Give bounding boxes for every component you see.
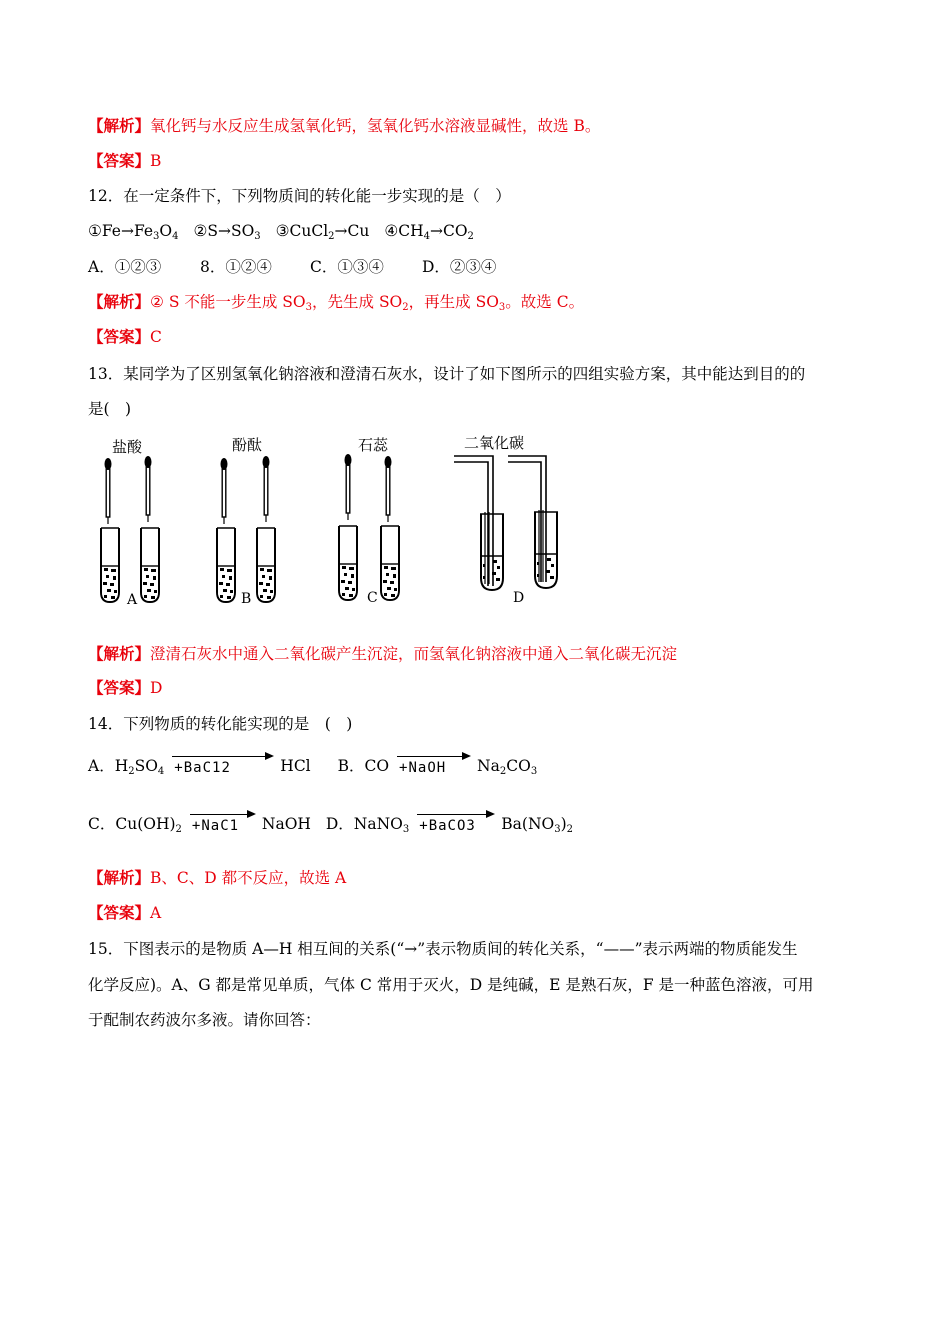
q14-stem: 14．下列物质的转化能实现的是 ( ) <box>88 715 353 733</box>
q12-item-4: $④CH_4\to CO_2$ <box>384 222 474 242</box>
q13-stem-line2: 是( ) <box>88 400 132 418</box>
q12-analysis: 【解析】② S 不能一步生成 $SO_3$，先生成 $SO_2$，再生成 $SO_3$。故选 C。 <box>88 292 585 313</box>
q13-stem-line1: 13．某同学为了区别氢氧化钠溶液和澄清石灰水，设计了如下图所示的四组实验方案，其中能达到目的的 <box>88 365 806 383</box>
analysis-tag: 【解析】 <box>88 868 151 887</box>
reaction-arrow: +NaOH <box>395 756 471 776</box>
figure-label-carbon-dioxide: 二氧化碳 <box>464 434 525 452</box>
q12-item-2: $②S\to SO_3$ <box>193 222 261 242</box>
q12-item-3: ③CuCl$_2$→Cu <box>275 222 370 242</box>
answer-text: D <box>150 679 163 697</box>
q12-option-a: A．①②③ <box>88 258 162 276</box>
q12-options <box>88 257 496 277</box>
answer-text: A <box>150 904 162 922</box>
analysis-tag: 【解析】 <box>88 292 151 311</box>
q12-answer <box>88 327 162 347</box>
reaction-arrow: +NaC1 <box>188 814 256 834</box>
analysis-tag: 【解析】 <box>88 116 151 135</box>
q15-line2: 化学反应)。A、G 都是常见单质，气体 C 常用于灭火，D 是纯碱，E 是熟石灰，F 是一种蓝色溶液，可用 <box>88 976 814 994</box>
q14-option-d: D．NaNO$_3$ +BaCO3 $Ba(NO_3)_2$ <box>326 815 573 833</box>
q12-item-1: $①Fe\to Fe_3O_4$ <box>88 222 179 242</box>
analysis-text: 澄清石灰水中通入二氧化碳产生沉淀，而氢氧化钠溶液中通入二氧化碳无沉淀 <box>150 645 678 663</box>
analysis-text: B、C、D 都不反应，故选 A <box>150 869 347 887</box>
q14-answer <box>88 903 161 923</box>
q11-answer <box>88 151 161 171</box>
q11-analysis <box>88 116 600 136</box>
answer-text: B <box>150 152 162 170</box>
answer-tag: 【答案】 <box>88 151 151 170</box>
figure-label-hydrochloric-acid: 盐酸 <box>112 438 143 456</box>
figure-letter-b: B <box>241 591 252 607</box>
figure-label-litmus: 石蕊 <box>358 436 389 454</box>
reaction-arrow: +BaCO3 <box>415 814 495 834</box>
q12-option-d: D．②③④ <box>422 258 497 276</box>
q14-analysis <box>88 868 346 888</box>
figure-letter-d: D <box>513 590 525 606</box>
q13-analysis <box>88 644 677 664</box>
q14-option-c: C．$Cu(OH)_2$ +NaC1 NaOH <box>88 815 316 833</box>
reaction-arrow: +BaC12 <box>170 756 274 776</box>
q14-row-ab <box>88 756 537 776</box>
q13-figure <box>90 428 570 614</box>
q13-answer <box>88 678 162 698</box>
analysis-tag: 【解析】 <box>88 644 151 663</box>
q15-line3: 于配制农药波尔多液。请你回答： <box>88 1011 321 1029</box>
figure-label-phenolphthalein: 酚酞 <box>232 436 263 454</box>
test-tube-apparatus <box>90 454 570 614</box>
answer-tag: 【答案】 <box>88 903 151 922</box>
q15-line1: 15．下图表示的是物质 A—H 相互间的关系(“→”表示物质间的转化关系，“——”表示两端的物质能发生 <box>88 940 798 958</box>
answer-tag: 【答案】 <box>88 678 151 697</box>
analysis-text: 氧化钙与水反应生成氢氧化钙，氢氧化钙水溶液显碱性，故选 B。 <box>150 117 601 135</box>
q14-option-b: B．CO +NaOH $Na_2CO_3$ <box>338 757 538 775</box>
answer-text: C <box>150 328 162 346</box>
q12-items <box>88 221 474 241</box>
figure-letter-c: C <box>367 590 378 606</box>
q12-stem: 12．在一定条件下，下列物质间的转化能一步实现的是（ ） <box>88 187 511 205</box>
q14-row-cd <box>88 814 573 834</box>
q12-option-b: 8．①②④ <box>200 258 272 276</box>
figure-letter-a: A <box>127 592 138 608</box>
q14-option-a: A．$H_2SO_4$ +BaC12 HCl <box>88 757 316 775</box>
q12-option-c: C．①③④ <box>310 258 384 276</box>
answer-tag: 【答案】 <box>88 327 151 346</box>
